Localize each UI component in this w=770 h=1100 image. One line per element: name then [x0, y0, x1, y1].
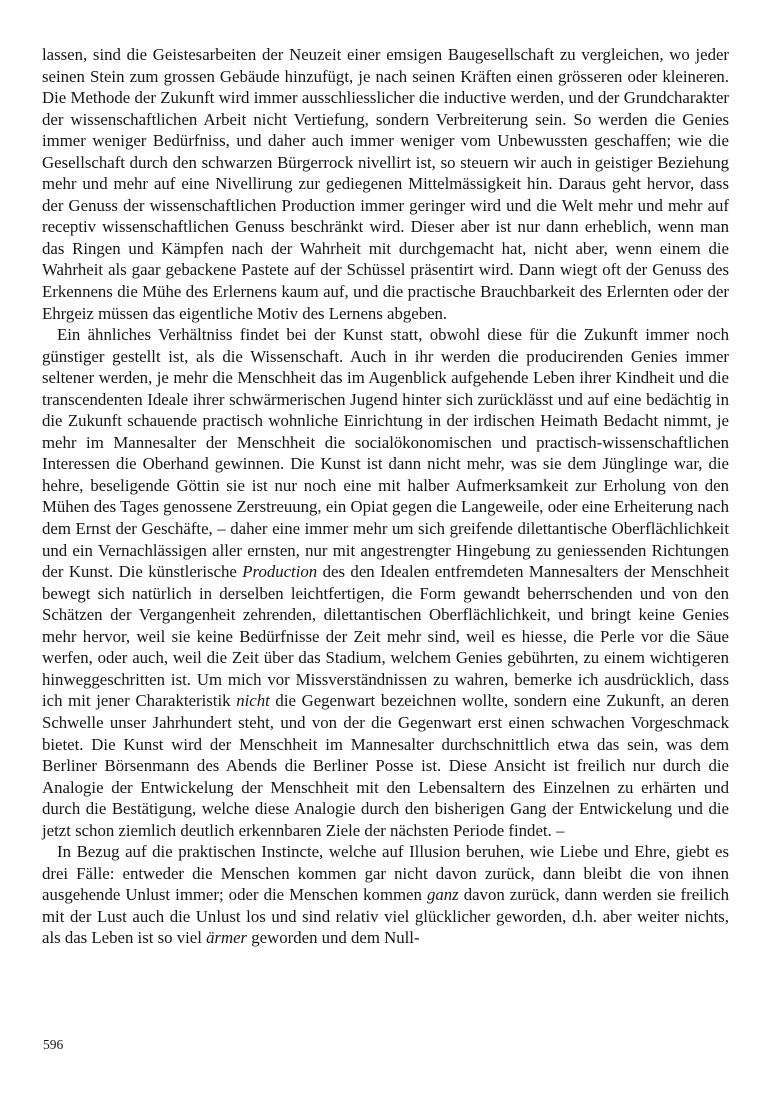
- paragraph-3-text-3: geworden und dem Null-: [247, 928, 420, 948]
- paragraph-3-text-2: davon zurück, dann werden sie freilich mit der Lust auch die Unlust los und sind relativ viel glücklicher geworden, d.h. aber weiter nichts, als das Leben ist so viel: [42, 885, 729, 948]
- page-text: [42, 44, 729, 949]
- page-number: 596: [43, 1037, 64, 1052]
- paragraph-2-text-3: die Gegenwart bezeichnen wollte, sondern eine Zukunft, an deren Schwelle unser Jahrhundert steht, und von der die Gegenwart erst einen schwachen Vorgeschmack bietet. Die Kunst wird der Menschheit im Mannesalter durchschnittlich etwa das sein, was dem Berliner Börsenmann des Abends die Berliner Posse ist. Diese Ansicht ist freilich nur durch die Analogie der Entwickelung der Menschheit mit den Lebensaltern des Einzelnen zu erhärten und durch die Bestätigung, welche diese Analogie durch den bisherigen Gang der Entwickelung und die jetzt schon ziemlich deutlich erkennbaren Ziele der nächsten Periode findet. –: [42, 691, 729, 840]
- paragraph-2-italic-nicht: nicht: [236, 691, 270, 711]
- paragraph-2-italic-production: Production: [242, 562, 318, 582]
- paragraph-1-text: lassen, sind die Geistesarbeiten der Neuzeit einer emsigen Baugesellschaft zu vergleichen, wo jeder seinen Stein zum grossen Gebäude hinzufügt, je nach seinen Kräften einen grösseren oder kleineren. Die Methode der Zukunft wird immer ausschliesslicher die inductive werden, und der Grundcharakter der wissenschaftlichen Arbeit nicht Vertiefung, sondern Verbreiterung sein. So werden die Genies immer weniger Bedürfniss, und daher auch immer weniger vom Unbewussten geschaffen; wie die Gesellschaft durch den schwarzen Bürgerrock nivellirt ist, so steuern wir auch in geistiger Beziehung mehr und mehr auf eine Nivellirung zur gediegenen Mittelmässigkeit hin. Daraus geht hervor, dass der Genuss der wissenschaftlichen Production immer geringer wird und die Welt mehr und mehr auf receptiv wissenschaftlichen Genuss beschränkt wird. Dieser aber ist nur dann erheblich, wenn man das Ringen und Kämpfen nach der Wahrheit mit durchgemacht hat, nicht aber, wenn einem die Wahrheit als gaar gebackene Pastete auf der Schüssel präsentirt wird. Dann wiegt oft der Genuss des Erkennens die Mühe des Erlernens kaum auf, und die practische Brauchbarkeit des Erlernten oder der Ehrgeiz müssen das eigentliche Motiv des Lernens abgeben.: [42, 45, 729, 323]
- paragraph-2: [42, 324, 729, 841]
- paragraph-2-text: Ein ähnliches Verhältniss findet bei der Kunst statt, obwohl diese für die Zukunft immer noch günstiger gestellt ist, als die Wissenschaft. Auch in ihr werden die producirenden Genies immer seltener werden, je mehr die Menschheit das im Augenblick aufgehende Leben ihrer Kindheit und die transcendenten Ideale ihrer schwärmerischen Jugend hinter sich zurücklässt und auf eine bedächtig in die Zukunft schauende practisch wohnliche Einrichtung in der irdischen Heimath Bedacht nimmt, je mehr im Mannesalter der Menschheit die socialökonomischen und practisch-wissenschaftlichen Interessen die Oberhand gewinnen. Die Kunst ist dann nicht mehr, was sie dem Jünglinge war, die hehre, beseligende Göttin sie ist nur noch eine mit halber Aufmerksamkeit zur Erholung von den Mühen des Tages genossene Zerstreuung, ein Opiat gegen die Langeweile, oder eine Erheiterung nach dem Ernst der Geschäfte, – daher eine immer mehr um sich greifende dilettantische Oberflächlichkeit und ein Vernachlässigen aller ernsten, nur mit angestrengter Hingebung zu geniessenden Richtungen der Kunst. Die künstlerische: [42, 325, 729, 582]
- paragraph-3-italic-aermer: ärmer: [206, 928, 248, 948]
- paragraph-1: [42, 44, 729, 324]
- paragraph-3-italic-ganz: ganz: [426, 885, 459, 905]
- paragraph-2-text-2: des den Idealen entfremdeten Mannesalters der Menschheit bewegt sich natürlich in derselben leichtfertigen, die Form gewandt beherrschenden und von den Schätzen der Vergangenheit zehrenden, dilettantischen Oberflächlichkeit, und bringt keine Genies mehr hervor, weil sie keine Bedürfnisse der Zeit mehr sind, weil es hiesse, die Perle vor die Säue werfen, oder auch, weil die Zeit über das Stadium, welchem Genies gebührten, zu einem wichtigeren hinweggeschritten ist. Um mich vor Missverständnissen zu wahren, bemerke ich ausdrücklich, dass ich mit jener Charakteristik: [42, 562, 729, 711]
- paragraph-3-text: In Bezug auf die praktischen Instincte, welche auf Illusion beruhen, wie Liebe und Ehre, giebt es drei Fälle: entweder die Menschen kommen gar nicht davon zurück, dann bleibt die von ihnen ausgehende Unlust immer; oder die Menschen kommen: [42, 842, 729, 905]
- paragraph-3: [42, 841, 729, 949]
